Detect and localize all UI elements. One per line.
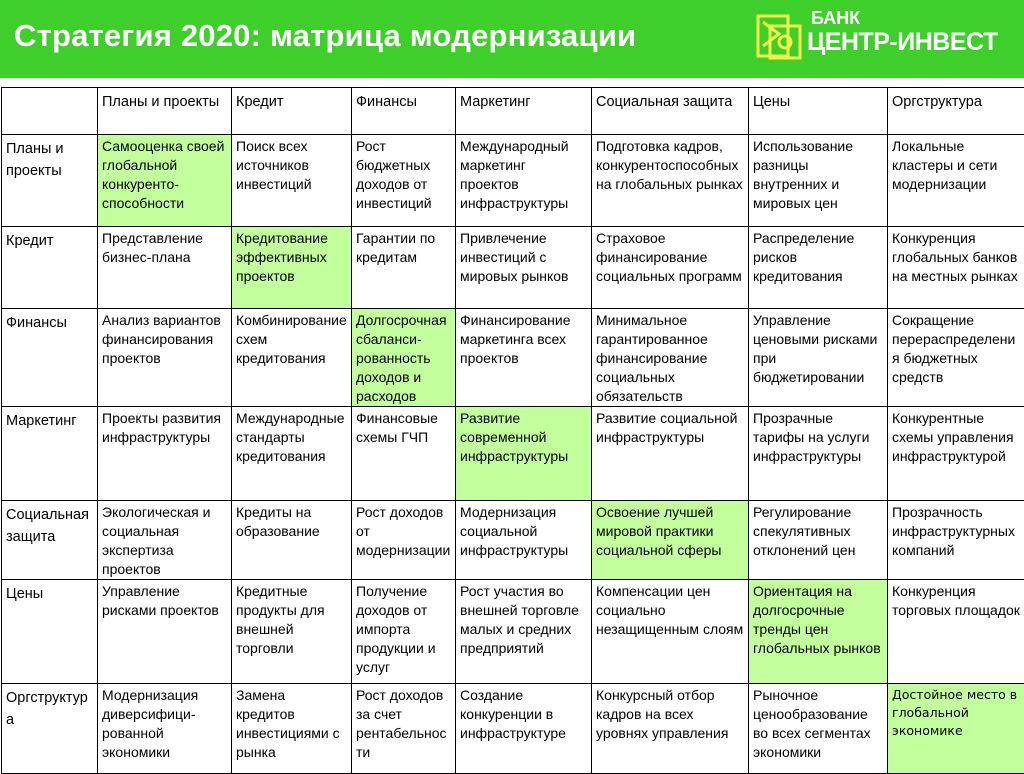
column-header-row [2,88,1024,135]
table-cell: Долгосрочная сбаланси-рованность доходов и расходов [352,309,456,407]
column-header: Финансы [352,88,456,135]
logo-text-bank: БАНК [811,8,860,29]
table-cell: Достойное место в глобальной экономике [888,684,1024,774]
table-cell: Международные стандарты кредитования [232,407,352,501]
table-row [2,135,1024,227]
table-cell: Управление ценовыми рисками при бюджетировании [749,309,888,407]
table-cell: Страховое финансирование социальных программ [592,227,749,309]
column-header: Цены [749,88,888,135]
table-cell: Развитие социальной инфраструктуры [592,407,749,501]
table-row [2,580,1024,684]
bank-logo-icon [755,12,803,62]
logo-text-name: ЦЕНТР-ИНВЕСТ [807,28,998,57]
table-cell: Замена кредитов инвестициями с рынка [232,684,352,774]
table-cell: Конкурентные схемы управления инфраструктурой [888,407,1024,501]
table-cell: Кредитные продукты для внешней торговли [232,580,352,684]
table-cell: Рост участия во внешней торговле малых и средних предприятий [456,580,592,684]
table-cell: Анализ вариантов финансирования проектов [98,309,232,407]
row-header: Финансы [2,309,98,407]
table-cell: Проекты развития инфраструктуры [98,407,232,501]
table-cell: Локальные кластеры и сети модернизации [888,135,1024,227]
table-cell: Компенсации цен социально незащищенным слоям [592,580,749,684]
table-cell: Кредитование эффективных проектов [232,227,352,309]
table-cell: Конкуренция торговых площадок [888,580,1024,684]
table-cell: Конкурсный отбор кадров на всех уровнях управления [592,684,749,774]
table-cell: Экологическая и социальная экспертиза проектов [98,501,232,580]
table-cell: Модернизация диверсифици-рованной экономики [98,684,232,774]
table-row [2,309,1024,407]
table-cell: Кредиты на образование [232,501,352,580]
table-cell: Гарантии по кредитам [352,227,456,309]
column-header: Оргструктура [888,88,1024,135]
table-cell: Ориентация на долгосрочные тренды цен глобальных рынков [749,580,888,684]
column-header: Социальная защита [592,88,749,135]
table-cell: Создание конкуренции в инфраструктуре [456,684,592,774]
corner-cell [2,88,98,135]
row-header: Планы и проекты [2,135,98,227]
table-cell: Прозрачность инфраструктурных компаний [888,501,1024,580]
table-row [2,684,1024,774]
table-cell: Представление бизнес-плана [98,227,232,309]
row-header: Кредит [2,227,98,309]
table-cell: Управление рисками проектов [98,580,232,684]
table-cell: Сокращение перераспределения бюджетных средств [888,309,1024,407]
column-header: Кредит [232,88,352,135]
table-cell: Распределение рисков кредитования [749,227,888,309]
table-row [2,407,1024,501]
table-cell: Конкуренция глобальных банков на местных рынках [888,227,1024,309]
row-header: Оргструктура [2,684,98,774]
table-cell: Минимальное гарантированное финансирование социальных обязательств [592,309,749,407]
column-header: Планы и проекты [98,88,232,135]
table-cell: Модернизация социальной инфраструктуры [456,501,592,580]
table-cell: Освоение лучшей мировой практики социальной сферы [592,501,749,580]
table-cell: Международный маркетинг проектов инфраструктуры [456,135,592,227]
row-header: Социальная защита [2,501,98,580]
table-row [2,227,1024,309]
table-cell: Развитие современной инфраструктуры [456,407,592,501]
table-cell: Использование разницы внутренних и мировых цен [749,135,888,227]
table-cell: Поиск всех источников инвестиций [232,135,352,227]
table-cell: Комбинирование схем кредитования [232,309,352,407]
modernization-matrix [1,87,1024,774]
page-title: Стратегия 2020: матрица модернизации [14,18,636,54]
table-cell: Рыночное ценообразование во всех сегментах экономики [749,684,888,774]
table-cell: Рост доходов за счет рентабельности [352,684,456,774]
table-cell: Рост доходов от модернизации [352,501,456,580]
table-row [2,501,1024,580]
column-header: Маркетинг [456,88,592,135]
table-cell: Регулирование спекулятивных отклонений цен [749,501,888,580]
table-cell: Получение доходов от импорта продукции и услуг [352,580,456,684]
table-cell: Рост бюджетных доходов от инвестиций [352,135,456,227]
table-cell: Привлечение инвестиций с мировых рынков [456,227,592,309]
table-cell: Финансовые схемы ГЧП [352,407,456,501]
table-cell: Финансирование маркетинга всех проектов [456,309,592,407]
table-cell: Подготовка кадров, конкурентоспособных на глобальных рынках [592,135,749,227]
table-cell: Самооценка своей глобальной конкуренто-способности [98,135,232,227]
row-header: Маркетинг [2,407,98,501]
table-cell: Прозрачные тарифы на услуги инфраструктуры [749,407,888,501]
header-bar [0,0,1024,78]
row-header: Цены [2,580,98,684]
